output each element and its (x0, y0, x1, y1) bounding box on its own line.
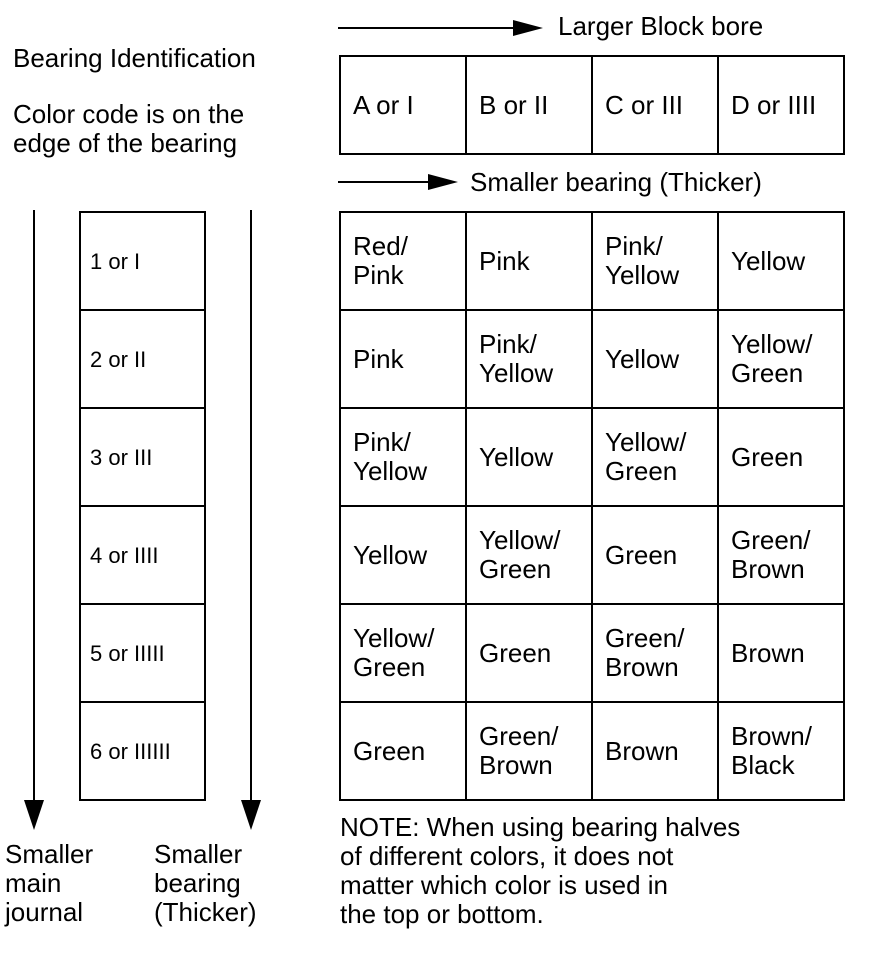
color-cell: Pink/ Yellow (592, 212, 718, 310)
color-cell: Pink (340, 310, 466, 408)
diagram-subtitle: Color code is on the edge of the bearing (13, 99, 245, 158)
color-cell: Yellow/ Green (466, 506, 592, 604)
journal-code-cell: 5 or IIIII (80, 604, 205, 702)
color-cell: Pink (466, 212, 592, 310)
bore-code-table (339, 55, 845, 155)
bore-code-row (340, 56, 844, 154)
journal-arrow-label: Smaller main journal (5, 839, 94, 927)
bore-arrow-label: Larger Block bore (558, 11, 764, 41)
color-cell: Yellow/ Green (340, 604, 466, 702)
bearing-arrow-label: Smaller bearing (Thicker) (470, 167, 762, 197)
note-text: NOTE: When using bearing halves of different colors, it does not matter which color is used in the top or bottom. (340, 812, 741, 929)
color-cell: Yellow/ Green (592, 408, 718, 506)
color-cell: Green (466, 604, 592, 702)
bore-code-cell: C or III (592, 56, 718, 154)
color-cell: Yellow (592, 310, 718, 408)
color-cell: Yellow (466, 408, 592, 506)
color-cell: Yellow/ Green (718, 310, 844, 408)
bore-code-cell: D or IIII (718, 56, 844, 154)
bore-code-cell: A or I (340, 56, 466, 154)
color-cell: Green/ Brown (718, 506, 844, 604)
diagram-title: Bearing Identification (13, 43, 256, 73)
color-cell: Yellow (718, 212, 844, 310)
journal-code-cell: 3 or III (80, 408, 205, 506)
color-cell: Green (718, 408, 844, 506)
color-row (340, 702, 844, 800)
color-row (340, 310, 844, 408)
color-cell: Brown (718, 604, 844, 702)
journal-code-row (80, 506, 205, 604)
journal-code-row (80, 310, 205, 408)
color-row (340, 212, 844, 310)
journal-code-cell: 6 or IIIIII (80, 702, 205, 800)
color-cell: Yellow (340, 506, 466, 604)
color-cell: Red/ Pink (340, 212, 466, 310)
journal-code-table (79, 211, 206, 801)
color-cell: Green (340, 702, 466, 800)
color-cell: Green/ Brown (592, 604, 718, 702)
color-row (340, 604, 844, 702)
journal-code-row (80, 604, 205, 702)
journal-code-row (80, 702, 205, 800)
color-cell: Pink/ Yellow (466, 310, 592, 408)
color-row (340, 506, 844, 604)
journal-code-row (80, 212, 205, 310)
color-row (340, 408, 844, 506)
color-cell: Brown/ Black (718, 702, 844, 800)
color-cell: Pink/ Yellow (340, 408, 466, 506)
journal-code-cell: 4 or IIII (80, 506, 205, 604)
journal-code-cell: 2 or II (80, 310, 205, 408)
journal-code-row (80, 408, 205, 506)
color-cell: Brown (592, 702, 718, 800)
journal-code-cell: 1 or I (80, 212, 205, 310)
bearing-arrow-vertical-label: Smaller bearing (Thicker) (154, 839, 257, 927)
bearing-color-table (339, 211, 845, 801)
bore-code-cell: B or II (466, 56, 592, 154)
color-cell: Green/ Brown (466, 702, 592, 800)
color-cell: Green (592, 506, 718, 604)
